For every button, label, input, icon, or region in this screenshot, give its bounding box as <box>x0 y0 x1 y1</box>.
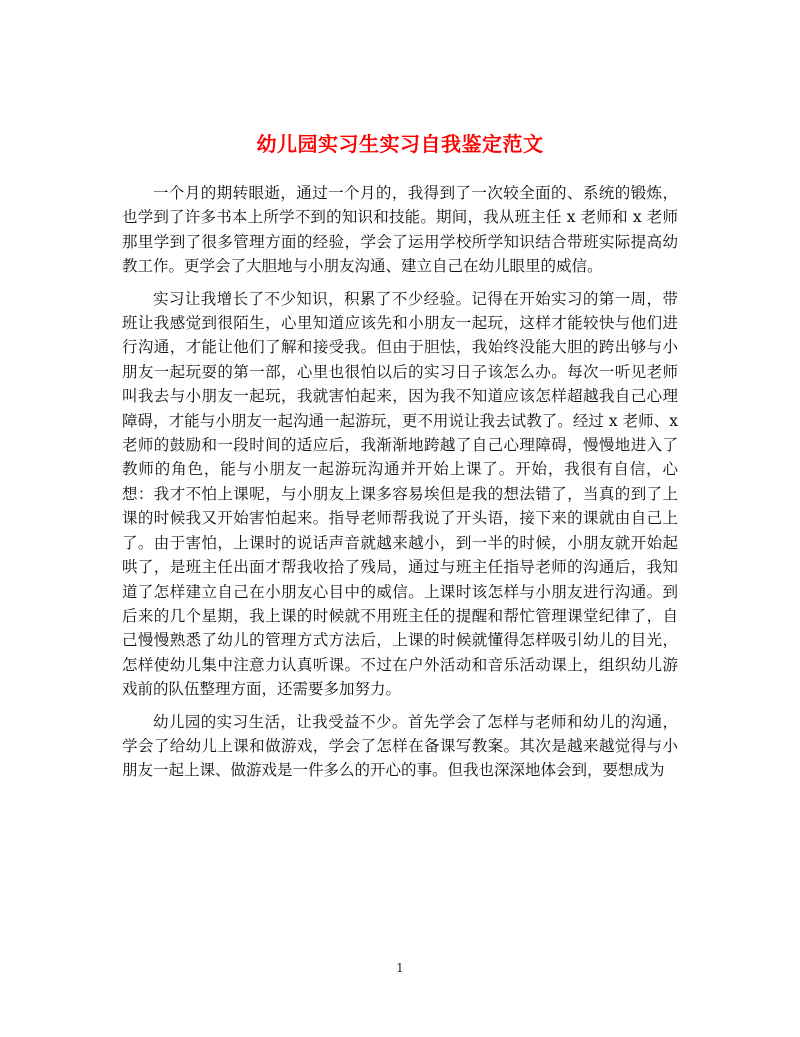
paragraph-3: 幼儿园的实习生活，让我受益不少。首先学会了怎样与老师和幼儿的沟通，学会了给幼儿上课和做游戏，学会了怎样在备课写教案。其次是越来越觉得与小朋友一起上课、做游戏是一件多么的开心的事。但我也深深地体会到，要想成为 <box>122 712 678 780</box>
document-title: 幼儿园实习生实习自我鉴定范文 <box>256 132 544 157</box>
document-body <box>122 181 678 791</box>
page-number: 1 <box>396 961 404 975</box>
paragraph-1: 一个月的期转眼逝，通过一个月的，我得到了一次较全面的、系统的锻炼，也学到了许多书本上所学不到的知识和技能。期间，我从班主任 x 老师和 x 老师那里学到了很多管理方面的经验，学会了运用学校所学知识结合带班实际提高幼教工作。更学会了大胆地与小朋友沟通、建立自己在幼儿眼里的威信。 <box>122 184 678 276</box>
paragraph-2: 实习让我增长了不少知识，积累了不少经验。记得在开始实习的第一周，带班让我感觉到很陌生，心里知道应该先和小朋友一起玩，这样才能较快与他们进行沟通，才能让他们了解和接受我。但由于胆怯，我始终没能大胆的跨出够与小朋友一起玩耍的第一部，心里也很怕以后的实习日子该怎么办。每次一听见老师叫我去与小朋友一起玩，我就害怕起来，因为我不知道应该怎样超越我自己心理障碍，才能与小朋友一起沟通一起游玩，更不用说让我去试教了。经过 x 老师、x 老师的鼓励和一段时间的适应后，我渐渐地跨越了自己心理障碍，慢慢地进入了教师的角色，能与小朋友一起游玩沟通并开始上课了。开始，我很有自信，心想：我才不怕上课呢，与小朋友上课多容易埃但是我的想法错了，当真的到了上课的时候我又开始害怕起来。指导老师帮我说了开头语，接下来的课就由自己上了。由于害怕，上课时的说话声音就越来越小，到一半的时候，小朋友就开始起哄了，是班主任出面才帮我收拾了残局，通过与班主任指导老师的沟通后，我知道了怎样建立自己在小朋友心目中的威信。上课时该怎样与小朋友进行沟通。到后来的几个星期，我上课的时候就不用班主任的提醒和帮忙管理课堂纪律了，自己慢慢熟悉了幼儿的管理方式方法后，上课的时候就懂得怎样吸引幼儿的目光，怎样使幼儿集中注意力认真听课。不过在户外活动和音乐活动课上，组织幼儿游戏前的队伍整理方面，还需要多加努力。 <box>122 289 678 699</box>
